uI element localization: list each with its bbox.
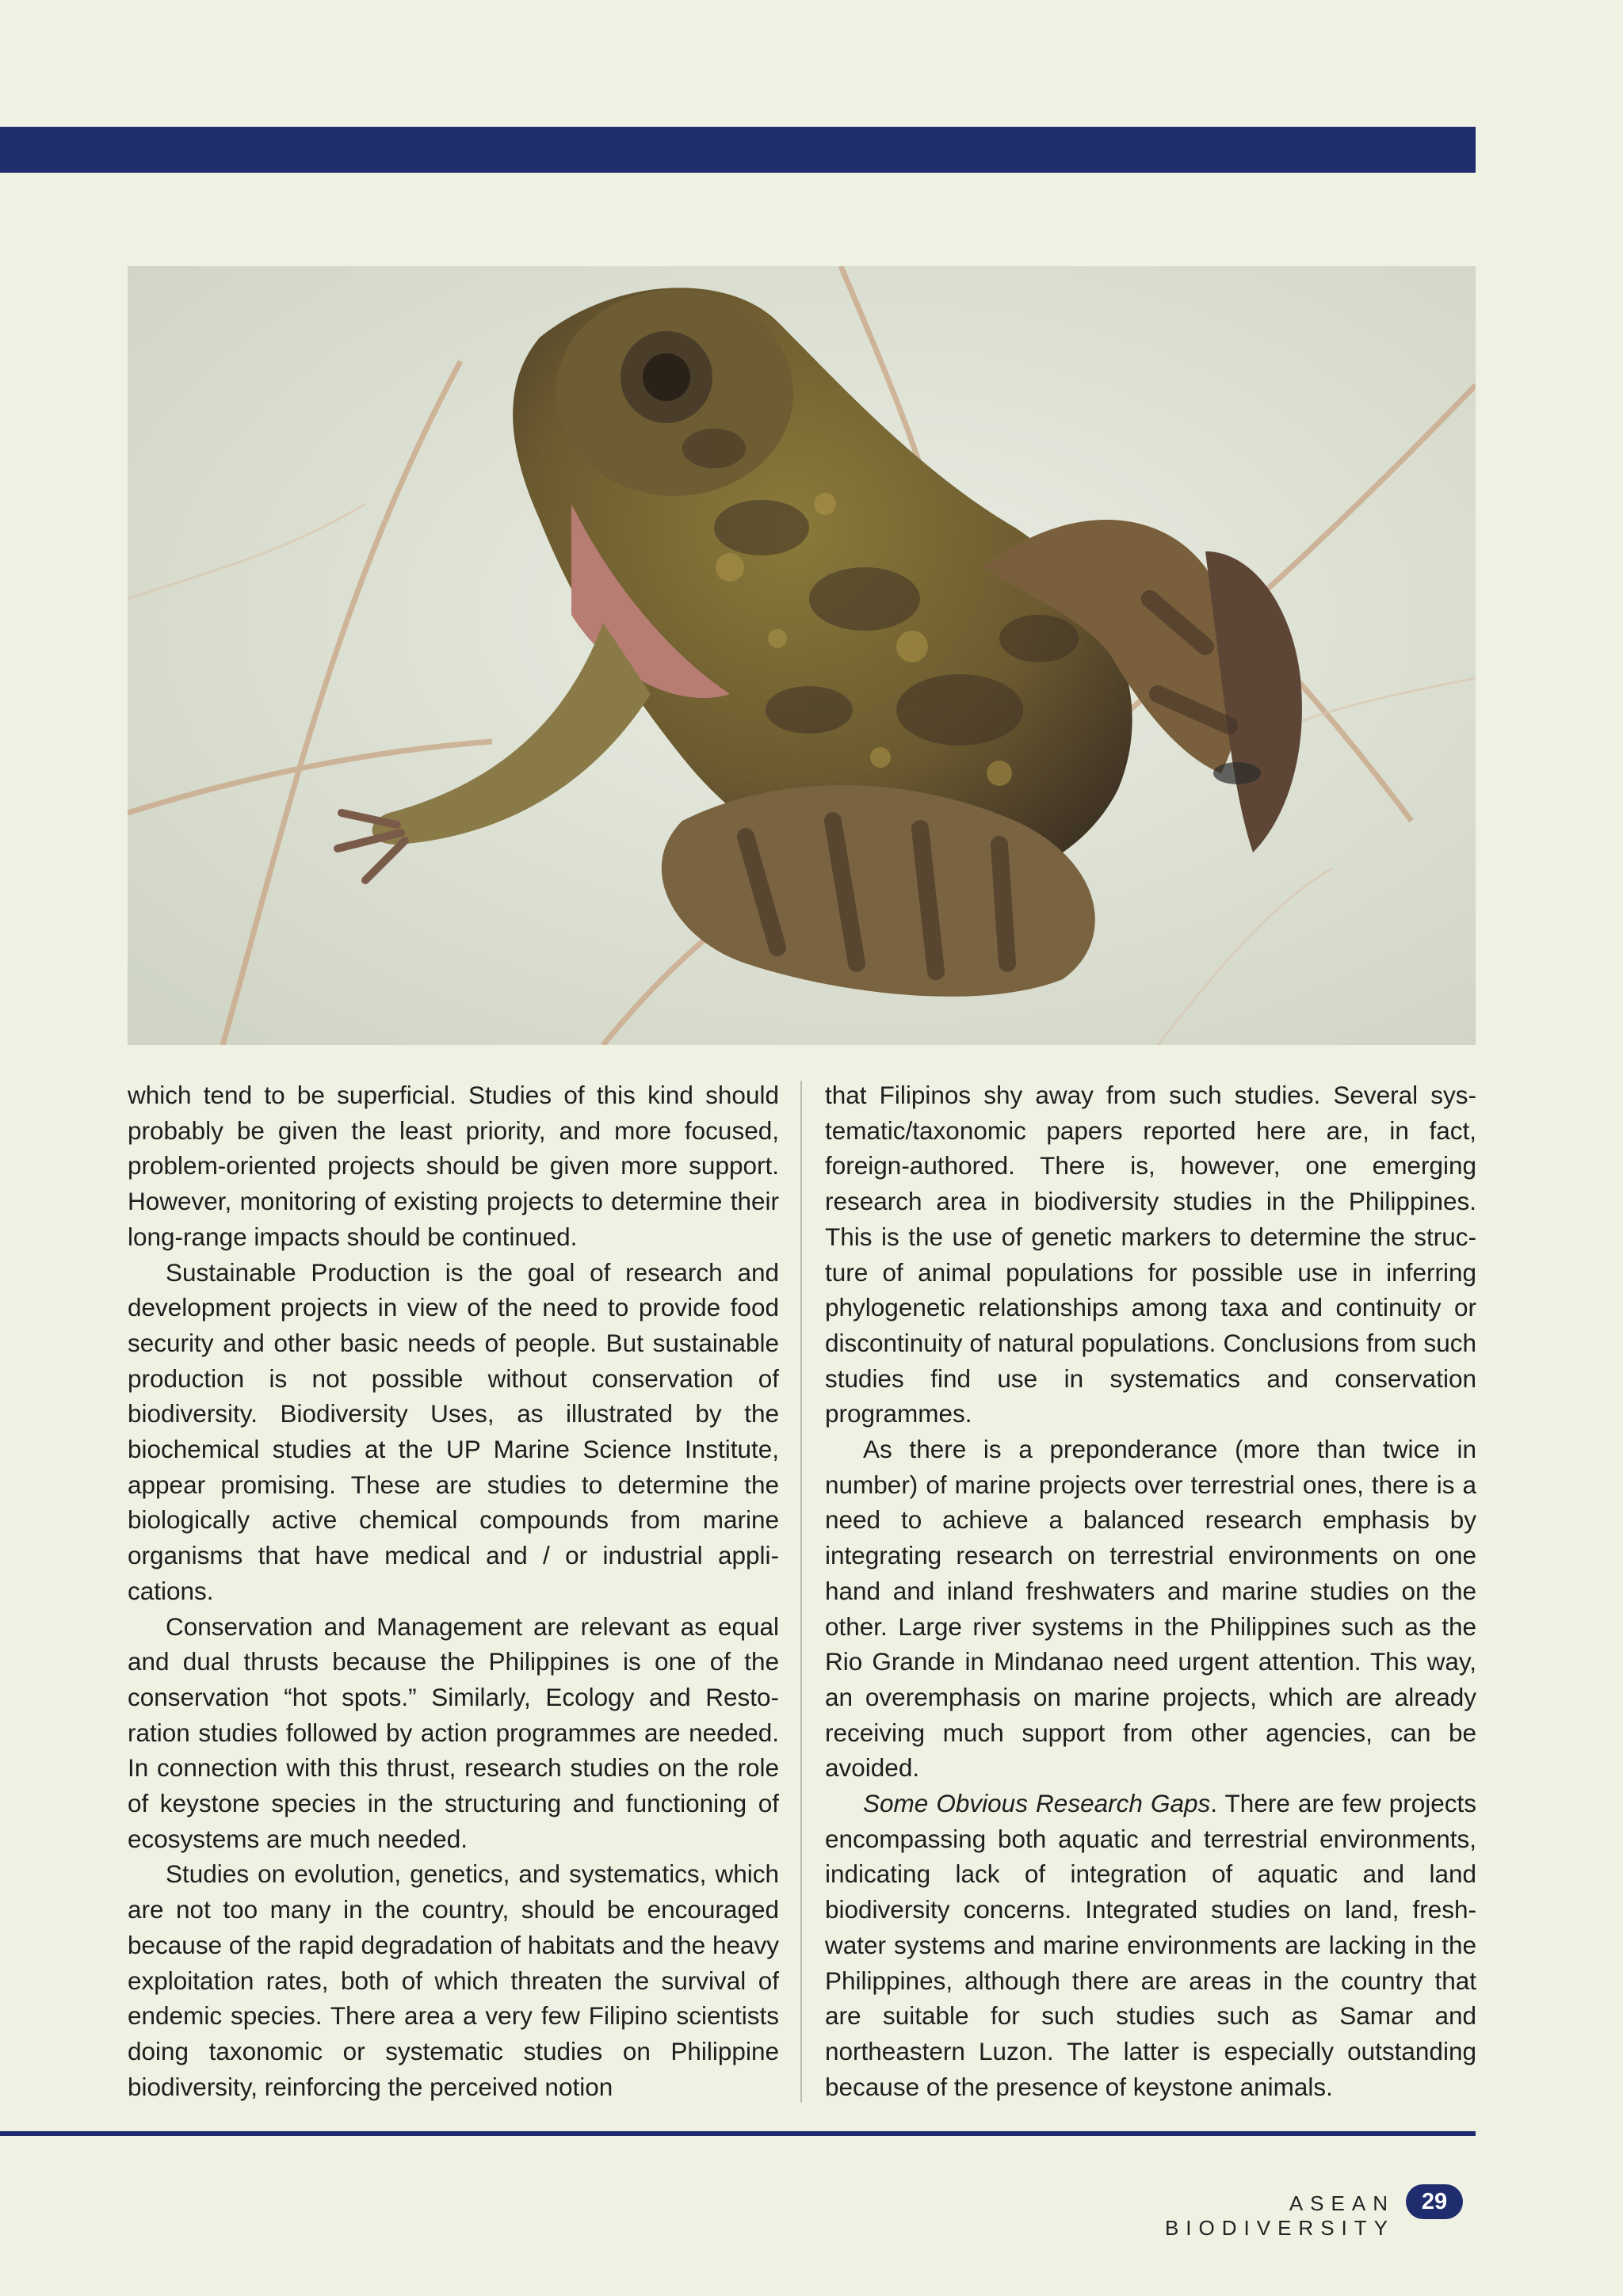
frog-photo <box>128 266 1476 1045</box>
page-number-badge: 29 <box>1406 2184 1463 2219</box>
left-paragraph-4: Studies on evolution, genetics, and systematics, which are not too many in the country, should be encouraged because of the rapid degradation of habitats and the heavy exploitation rates, both of which threaten the survival of endemic species. There area a very few Filipino scientists doing taxonomic or systematic studies on Philippine biodiversity, reinforcing the perceived notion <box>128 1859 779 2101</box>
header-band <box>0 127 1476 173</box>
frog-photo-icon <box>128 266 1476 1045</box>
left-paragraph-2: Sustainable Production is the goal of research and development projects in view of the need to provide food security and other basic needs of people. But sustainable production is not possible without conservation of biodiversity. Biodiversity Uses, as illustrated by the biochemical studies at the UP Marine Science Institute, appear promising. These are studies to determine the biologically active chemical compounds from marine organisms that have medical and / or industrial applications. <box>128 1257 779 1605</box>
footer-rule <box>0 2131 1476 2136</box>
column-divider <box>800 1081 802 2103</box>
footer-publication-name: ASEAN BIODIVERSITY <box>1164 2191 1395 2240</box>
left-paragraph-1: which tend to be superficial. Studies of this kind should probably be given the least priority, and more focused, problem-oriented projects should be given more support. However, monitoring of existing projects to determine their long-range impacts should be continued. <box>128 1081 779 1251</box>
left-column <box>128 1077 779 2104</box>
right-paragraph-2: As there is a preponderance (more than twice in number) of marine projects over terrestrial ones, there is a need to achieve a balanced research emphasis by integrating research on terrestrial environments on one hand and inland freshwaters and marine studies on the other. Large river systems in the Philippines such as the Rio Grande in Mindanao need urgent attention. This way, an overemphasis on marine projects, which are already receiving much support from other agencies, can be avoided. <box>825 1435 1476 1783</box>
research-gaps-text: . There are few projects encompassing both aquatic and terrestrial environments, indicating lack of integration of aquatic and land biodiversity concerns. Integrated studies on land, freshwater systems and marine environments are lacking in the Philippines, although there are areas in the country that are suitable for such studies such as Samar and northeastern Luzon. The latter is especially outstanding because of the presence of keystone animals. <box>825 1789 1476 2101</box>
research-gaps-heading: Some Obvious Research Gaps <box>863 1789 1211 1818</box>
right-paragraph-3 <box>825 1786 1476 2104</box>
left-paragraph-3: Conservation and Management are relevant as equal and dual thrusts because the Philippines is one of the conservation “hot spots.” Similarly, Ecology and Restoration studies followed by action programmes are needed. In connection with this thrust, research studies on the role of keystone species in the structuring and functioning of ecosystems are much needed. <box>128 1611 779 1853</box>
right-paragraph-1: that Filipinos shy away from such studies. Several systematic/taxonomic papers reported here are, in fact, foreign-authored. There is, however, one emerging research area in biodiversity studies in the Philippines. This is the use of genetic markers to determine the structure of animal populations for possible use in inferring phylogenetic relationships among taxa and continuity or discontinuity of natural populations. Conclusions from such studies find use in systematics and conservation programmes. <box>825 1081 1476 1428</box>
right-column <box>825 1077 1476 2104</box>
